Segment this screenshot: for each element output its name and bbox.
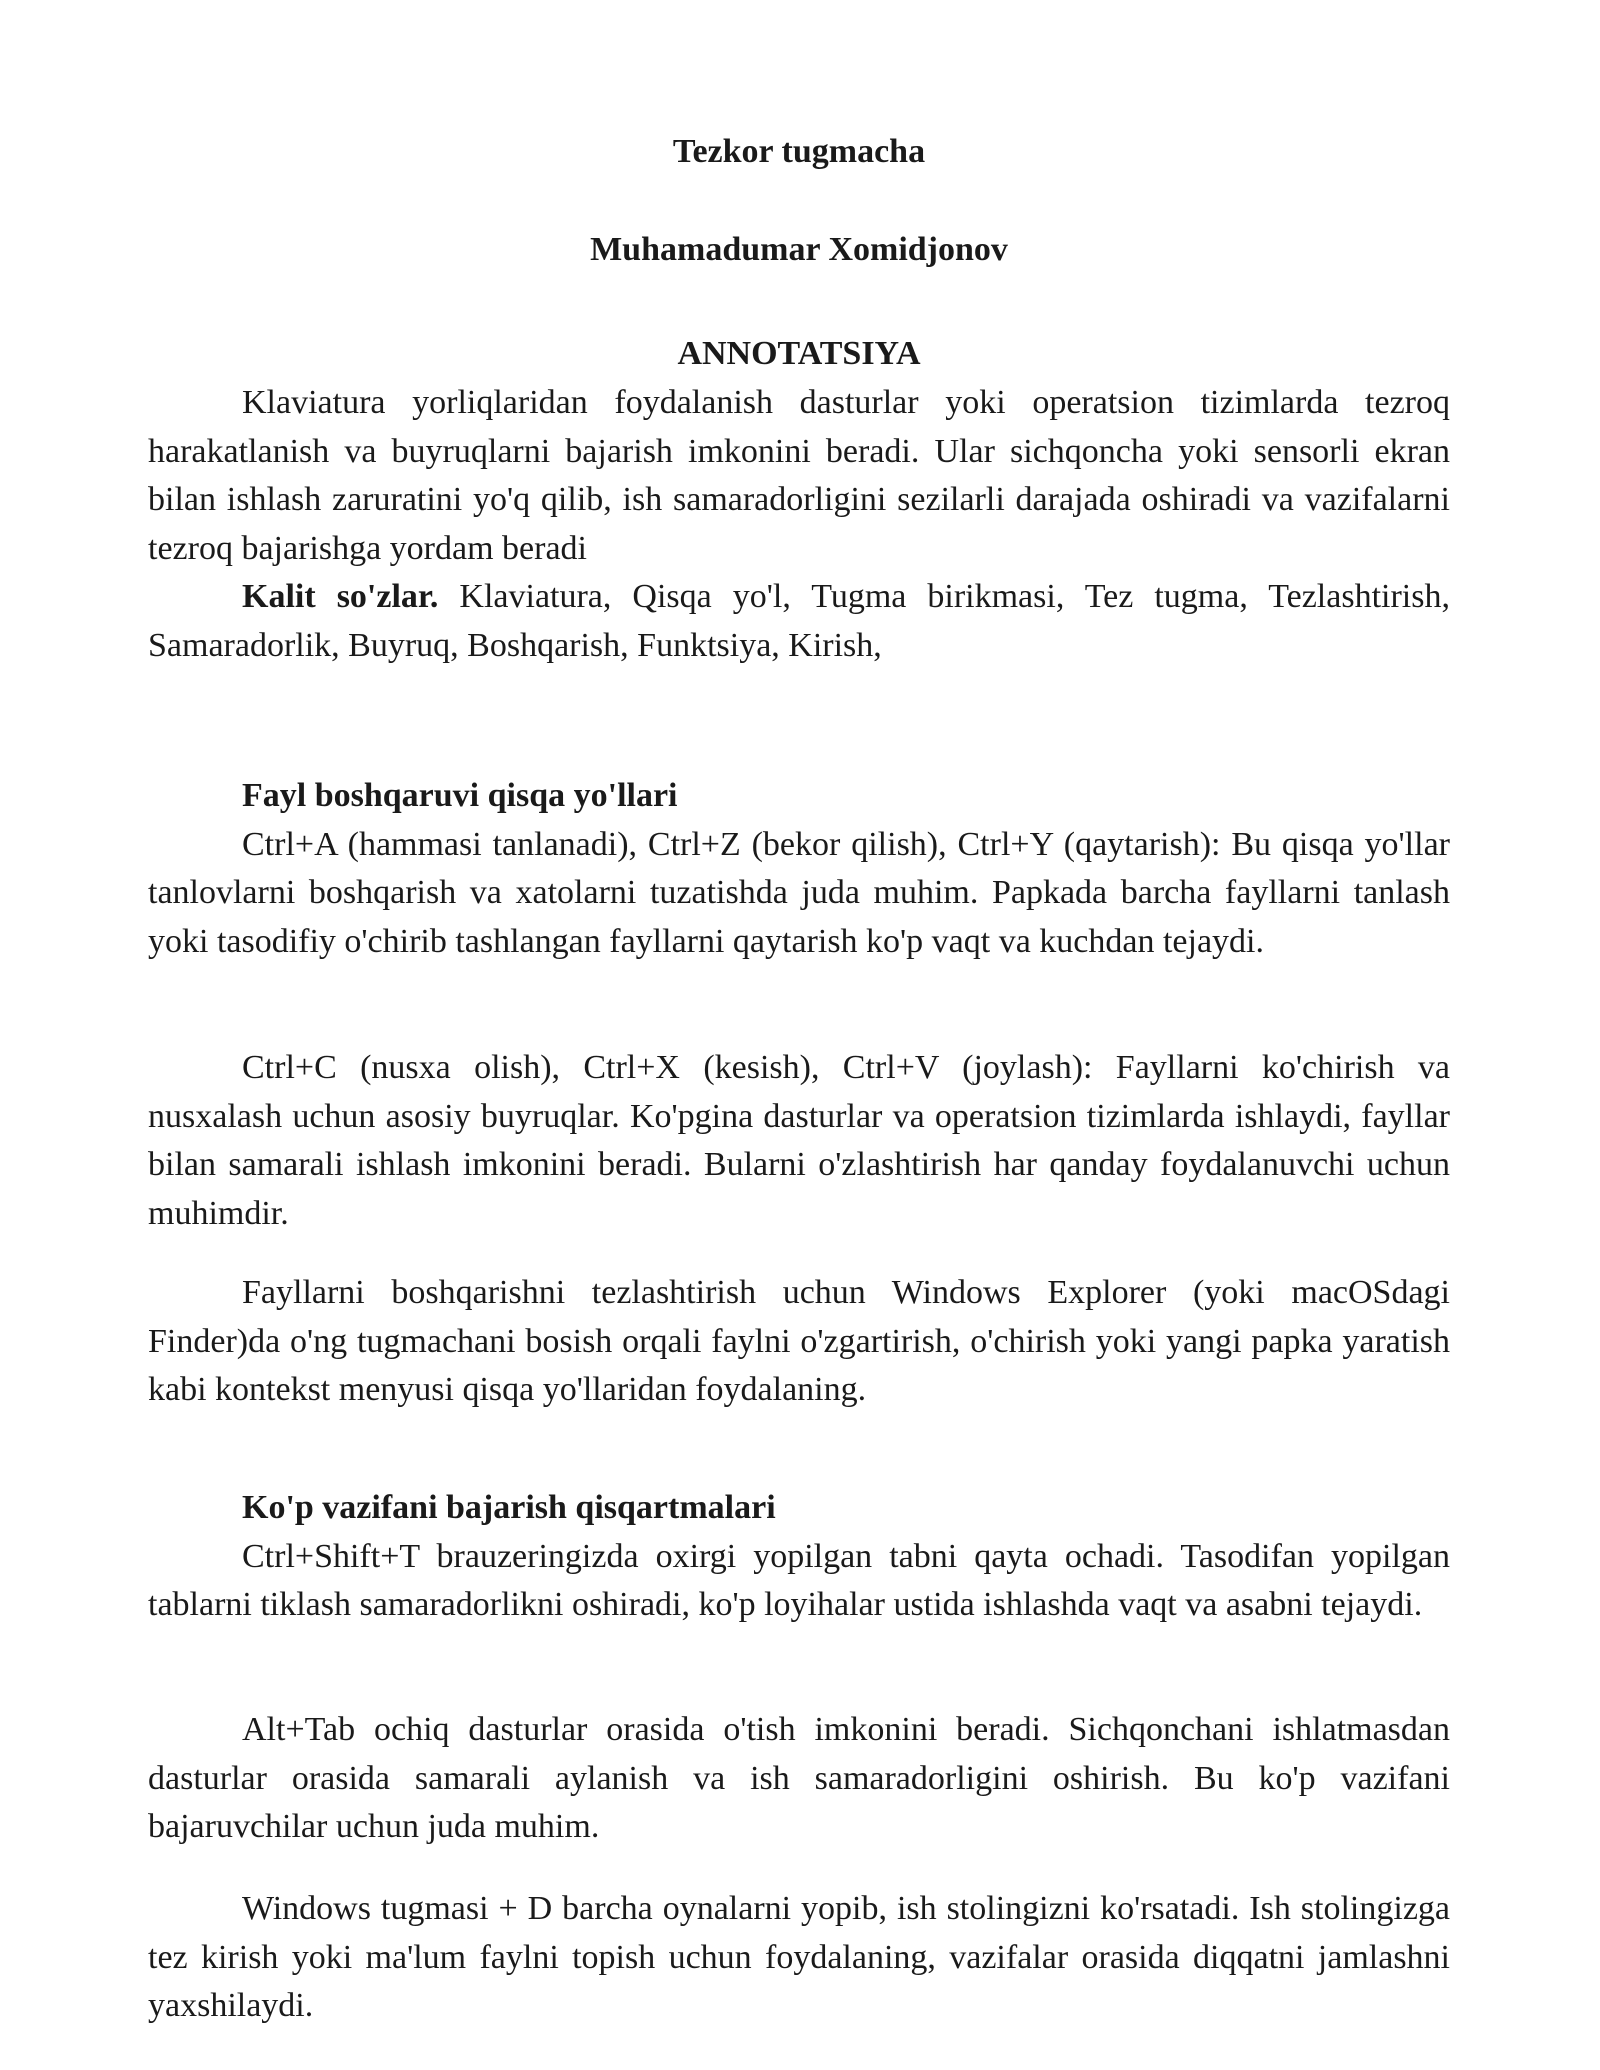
section-file-management bbox=[148, 772, 1450, 966]
annotation-heading: ANNOTATSIYA bbox=[677, 335, 921, 372]
section-file-management-cont bbox=[148, 1044, 1450, 1238]
section-file-management-cont-2 bbox=[148, 1269, 1450, 1415]
section-heading: Fayl boshqaruvi qisqa yo'llari bbox=[242, 777, 678, 814]
keywords-label: Kalit so'zlar. bbox=[242, 578, 439, 615]
section-multitasking-cont-2 bbox=[148, 1885, 1450, 2031]
section-multitasking bbox=[148, 1484, 1450, 1630]
section-paragraph: Windows tugmasi + D barcha oynalarni yopib, ish stolingizni ko'rsatadi. Ish stolingizga tez kirish yoki ma'lum faylni topish uchun foydalaning, vazifalar orasida diqqatni jamlashni yaxshilaydi. bbox=[148, 1890, 1450, 2024]
keywords-text: Klaviatura, Qisqa yo'l, Tugma birikmasi, Tez tugma, Tezlashtirish, Samaradorlik, Buyruq, Boshqarish, Funktsiya, Kirish, bbox=[148, 578, 1450, 664]
section-paragraph: Ctrl+C (nusxa olish), Ctrl+X (kesish), Ctrl+V (joylash): Fayllarni ko'chirish va nusxalash uchun asosiy buyruqlar. Ko'pgina dasturlar va operatsion tizimlarda ishlaydi, fayllar bilan samarali ishlash imkonini beradi. Bularni o'zlashtirish har qanday foydalanuvchi uchun muhimdir. bbox=[148, 1049, 1450, 1232]
document-title: Tezkor tugmacha bbox=[672, 133, 926, 170]
annotation-block bbox=[148, 379, 1450, 670]
section-paragraph: Fayllarni boshqarishni tezlashtirish uchun Windows Explorer (yoki macOSdagi Finder)da o'ng tugmachani bosish orqali faylni o'zgartirish, o'chirish yoki yangi papka yaratish kabi kontekst menyusi qisqa yo'llaridan foydalaning. bbox=[148, 1274, 1450, 1408]
section-multitasking-cont bbox=[148, 1706, 1450, 1852]
section-paragraph: Ctrl+A (hammasi tanlanadi), Ctrl+Z (bekor qilish), Ctrl+Y (qaytarish): Bu qisqa yo'llar tanlovlarni boshqarish va xatolarni tuzatishda juda muhim. Papkada barcha fayllarni tanlash yoki tasodifiy o'chirib tashlangan fayllarni qaytarish ko'p vaqt va kuchdan tejaydi. bbox=[148, 825, 1450, 960]
section-heading: Ko'p vazifani bajarish qisqartmalari bbox=[242, 1489, 776, 1526]
keywords-paragraph bbox=[148, 573, 1450, 670]
annotation-paragraph: Klaviatura yorliqlaridan foydalanish dasturlar yoki operatsion tizimlarda tezroq harakatlanish va buyruqlarni bajarish imkonini beradi. Ular sichqoncha yoki sensorli ekran bilan ishlash zaruratini yo'q qilib, ish samaradorligini sezilarli darajada oshiradi va vazifalarni tezroq bajarishga yordam beradi bbox=[148, 384, 1450, 567]
section-paragraph: Ctrl+Shift+T brauzeringizda oxirgi yopilgan tabni qayta ochadi. Tasodifan yopilgan tablarni tiklash samaradorlikni oshiradi, ko'p loyihalar ustida ishlashda vaqt va asabni tejaydi. bbox=[148, 1537, 1450, 1623]
author-name: Muhamadumar Xomidjonov bbox=[590, 231, 1008, 268]
section-paragraph: Alt+Tab ochiq dasturlar orasida o'tish imkonini beradi. Sichqonchani ishlatmasdan dasturlar orasida samarali aylanish va ish samaradorligini oshirish. Bu ko'p vazifani bajaruvchilar uchun juda muhim. bbox=[148, 1711, 1450, 1845]
